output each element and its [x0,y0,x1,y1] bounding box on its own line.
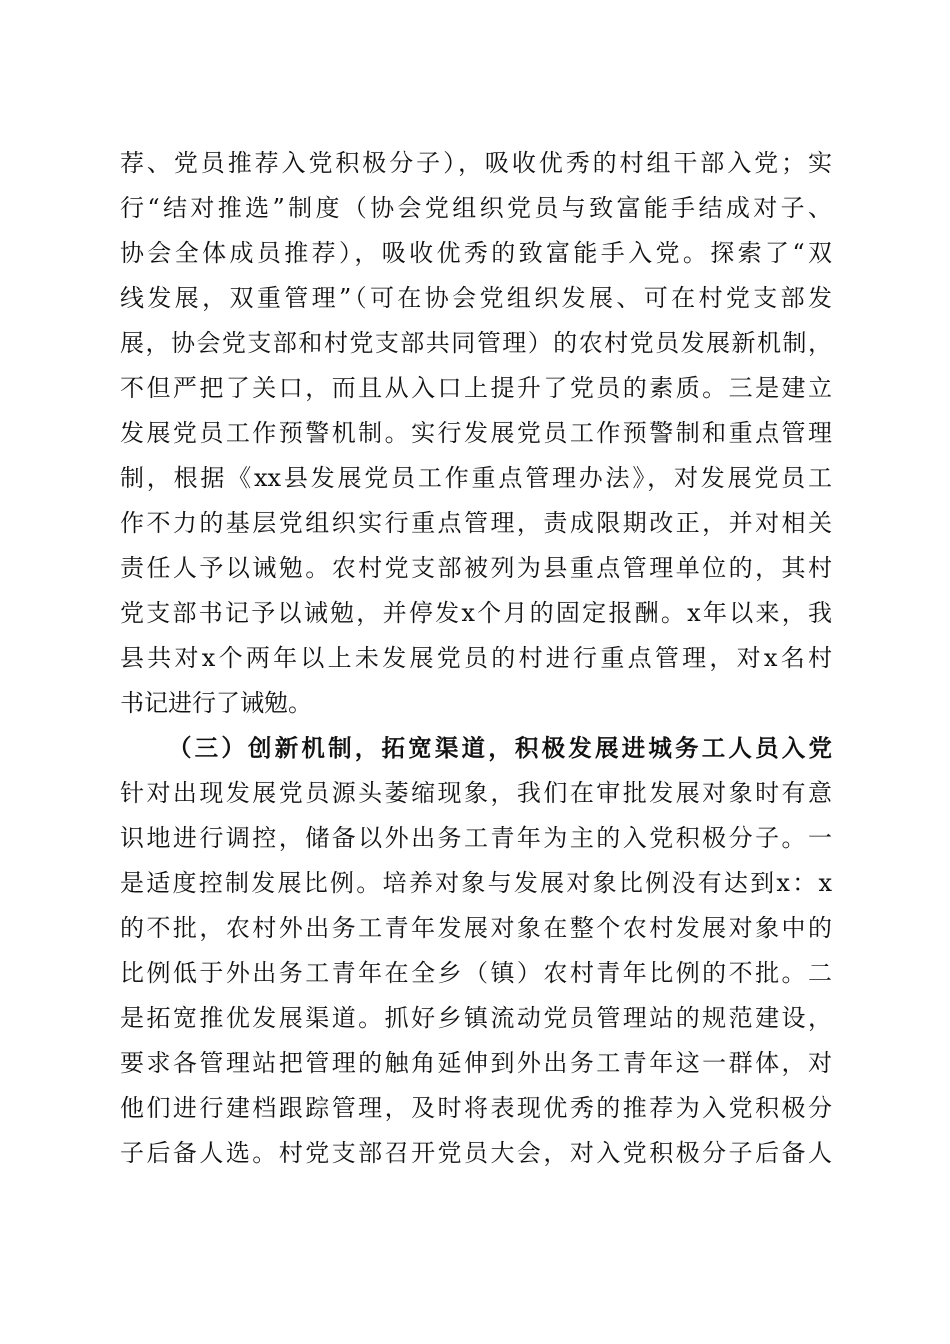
paragraph-1-line-11: 党支部书记予以诫勉，并停发x个月的固定报酬。x年以来，我 [120,599,832,627]
paragraph-1-line-4: 线发展，双重管理”（可在协会党组织发展、可在村党支部发 [120,284,832,312]
paragraph-1-line-12: 县共对x个两年以上未发展党员的村进行重点管理，对x名村 [120,644,832,672]
paragraph-2-line-8: 他们进行建档跟踪管理，及时将表现优秀的推荐为入党积极分 [120,1094,832,1122]
paragraph-1-line-2: 行“结对推选”制度（协会党组织党员与致富能手结成对子、 [120,194,832,222]
paragraph-2-line-1: 针对出现发展党员源头萎缩现象，我们在审批发展对象时有意 [120,779,832,807]
paragraph-2-line-7: 要求各管理站把管理的触角延伸到外出务工青年这一群体，对 [120,1049,832,1077]
paragraph-1-line-6: 不但严把了关口，而且从入口上提升了党员的素质。三是建立 [120,374,832,402]
paragraph-1-line-5: 展，协会党支部和村党支部共同管理）的农村党员发展新机制， [120,329,832,357]
paragraph-1-line-10: 责任人予以诫勉。农村党支部被列为县重点管理单位的，其村 [120,554,832,582]
paragraph-2-line-4: 的不批，农村外出务工青年发展对象在整个农村发展对象中的 [120,914,832,942]
paragraph-2-line-9: 子后备人选。村党支部召开党员大会，对入党积极分子后备人 [120,1139,832,1167]
paragraph-1-line-9: 作不力的基层党组织实行重点管理，责成限期改正，并对相关 [120,509,832,537]
paragraph-2-line-5: 比例低于外出务工青年在全乡（镇）农村青年比例的不批。二 [120,959,832,987]
paragraph-1-line-7: 发展党员工作预警机制。实行发展党员工作预警制和重点管理 [120,419,832,447]
paragraph-1-line-8: 制，根据《xx县发展党员工作重点管理办法》，对发展党员工 [120,464,832,492]
paragraph-2-line-3: 是适度控制发展比例。培养对象与发展对象比例没有达到x：x [120,869,832,897]
section-heading: （三）创新机制，拓宽渠道，积极发展进城务工人员入党 [168,734,832,762]
paragraph-1-line-3: 协会全体成员推荐），吸收优秀的致富能手入党。探索了“双 [120,239,832,267]
paragraph-1-line-13: 书记进行了诫勉。 [120,689,312,717]
document-body [120,141,832,1176]
paragraph-2-line-6: 是拓宽推优发展渠道。抓好乡镇流动党员管理站的规范建设， [120,1004,832,1032]
paragraph-2-line-2: 识地进行调控，储备以外出务工青年为主的入党积极分子。一 [120,824,832,852]
paragraph-1-line-1: 荐、党员推荐入党积极分子），吸收优秀的村组干部入党；实 [120,149,832,177]
